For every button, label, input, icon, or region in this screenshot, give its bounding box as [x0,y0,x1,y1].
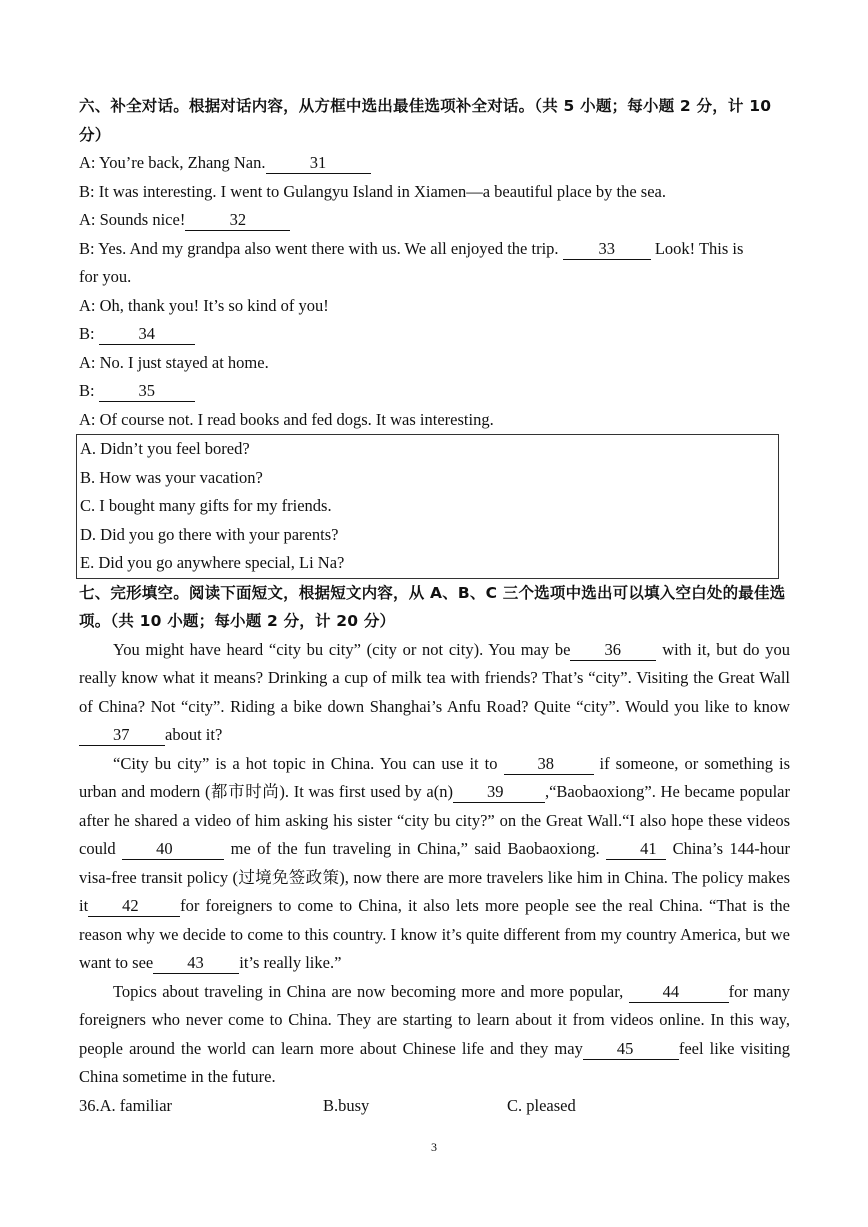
section6-title: 六、补全对话。根据对话内容，从方框中选出最佳选项补全对话。（共 5 小题；每小题 2 分，计 10 分） [79,97,772,144]
blank-45[interactable]: 45 [583,1039,679,1060]
choice-36-b[interactable]: B.busy [323,1095,370,1115]
passage-text: “City bu city” is a hot topic in China. You can use it to [113,753,504,773]
dialogue-line-2 [79,178,790,207]
option-e: E. Did you go anywhere special, Li Na? [80,553,345,572]
passage-text: if someone, or something is urban and modern (都市时尚). It was first used by a(n) [79,753,791,801]
choice-36-a[interactable]: 36.A. familiar [79,1095,173,1115]
choice-36-c[interactable]: C. pleased [507,1095,576,1115]
blank-39[interactable]: 39 [453,782,545,803]
dialogue-text: Look! This is [650,238,744,258]
blank-36[interactable]: 36 [570,640,656,661]
dialogue-text: B: [79,324,99,343]
options-box [76,434,779,579]
passage-text: ,“Baobaoxiong”. He became popular after he shared a video of him asking his sister “city bu city?” on the Great Wall.“I also hope these videos could [79,782,790,858]
dialogue-text: A: No. I just stayed at home. [79,352,269,372]
passage-text: China’s 144-hour visa-free transit policy (过境免签政策), now there are more travelers like him in China. The policy makes it [79,839,790,915]
passage-text: for many foreigners who never come to China. They are starting to learn about it from videos online. In this way, people around the world can learn more about Chinese life and they may [79,981,790,1058]
passage-text: feel like visiting China sometime in the future. [79,1038,790,1086]
option-c: C. I bought many gifts for my friends. [80,496,332,515]
blank-41[interactable]: 41 [606,839,666,860]
blank-40[interactable]: 40 [122,839,224,860]
passage-text: about it? [165,725,223,744]
passage-text: me of the fun traveling in China,” said Baobaoxiong. [224,839,607,858]
dialogue-line-5 [79,263,790,292]
dialogue-line-1 [79,149,790,178]
dialogue-text: for you. [79,267,132,286]
blank-43[interactable]: 43 [153,953,239,974]
dialogue-text: B: [79,381,99,400]
blank-33[interactable]: 33 [563,239,651,260]
blank-31[interactable]: 31 [266,153,371,174]
dialogue-text: A: Sounds nice! [79,210,186,229]
option-a: A. Didn’t you feel bored? [80,439,250,458]
blank-37[interactable]: 37 [79,725,165,746]
dialogue-text: B: Yes. And my grandpa also went there with us. We all enjoyed the trip. [79,238,563,258]
blank-38[interactable]: 38 [504,754,594,775]
section7-title: 七、完形填空。阅读下面短文，根据短文内容，从 A、B、C 三个选项中选出可以填入空白处的最佳选项。（共 10 小题；每小题 2 分，计 20 分） [79,583,786,630]
dialogue-text: A: Of course not. I read books and fed dogs. It was interesting. [79,409,494,429]
dialogue-text: A: You’re back, Zhang Nan. [79,153,266,172]
blank-32[interactable]: 32 [185,210,290,231]
dialogue-line-3 [79,206,790,235]
exam-page [79,92,790,1120]
dialogue-text: B: It was interesting. I went to Gulangyu Island in Xiamen—a beautiful place by the sea. [79,181,666,201]
passage-text: with it, but do you really know what it means? Drinking a cup of milk tea with friends? That’s “city”. Visiting the Great Wall of China? Not “city”. Riding a bike down Shanghai’s Anfu Road? Quite “city”. Would you like to know [79,639,790,716]
dialogue-line-4 [79,235,790,264]
blank-35[interactable]: 35 [99,381,195,402]
blank-34[interactable]: 34 [99,324,195,345]
passage-text: for foreigners to come to China, it also lets more people see the real China. “That is the reason why we decide to come to this country. I know it’s quite different from my country America, but we want to see [79,896,790,972]
dialogue-line-6 [79,292,790,321]
passage-text: You might have heard “city bu city” (city or not city). You may be [113,639,571,659]
dialogue-line-7 [79,320,790,349]
page-number: 3 [431,1140,437,1154]
blank-44[interactable]: 44 [629,982,729,1003]
option-b: B. How was your vacation? [80,467,263,487]
dialogue-line-8 [79,349,790,378]
blank-42[interactable]: 42 [88,896,180,917]
passage-text: Topics about traveling in China are now becoming more and more popular, [113,981,629,1001]
option-d: D. Did you go there with your parents? [80,524,339,544]
passage-paragraph-2 [79,750,790,978]
dialogue-line-9 [79,377,790,406]
question-36-choices [79,1092,790,1121]
passage-paragraph-3 [79,978,790,1092]
dialogue-line-10 [79,406,790,435]
dialogue-text: A: Oh, thank you! It’s so kind of you! [79,295,329,315]
passage-paragraph-1 [79,636,790,750]
passage-text: it’s really like.” [239,953,342,972]
